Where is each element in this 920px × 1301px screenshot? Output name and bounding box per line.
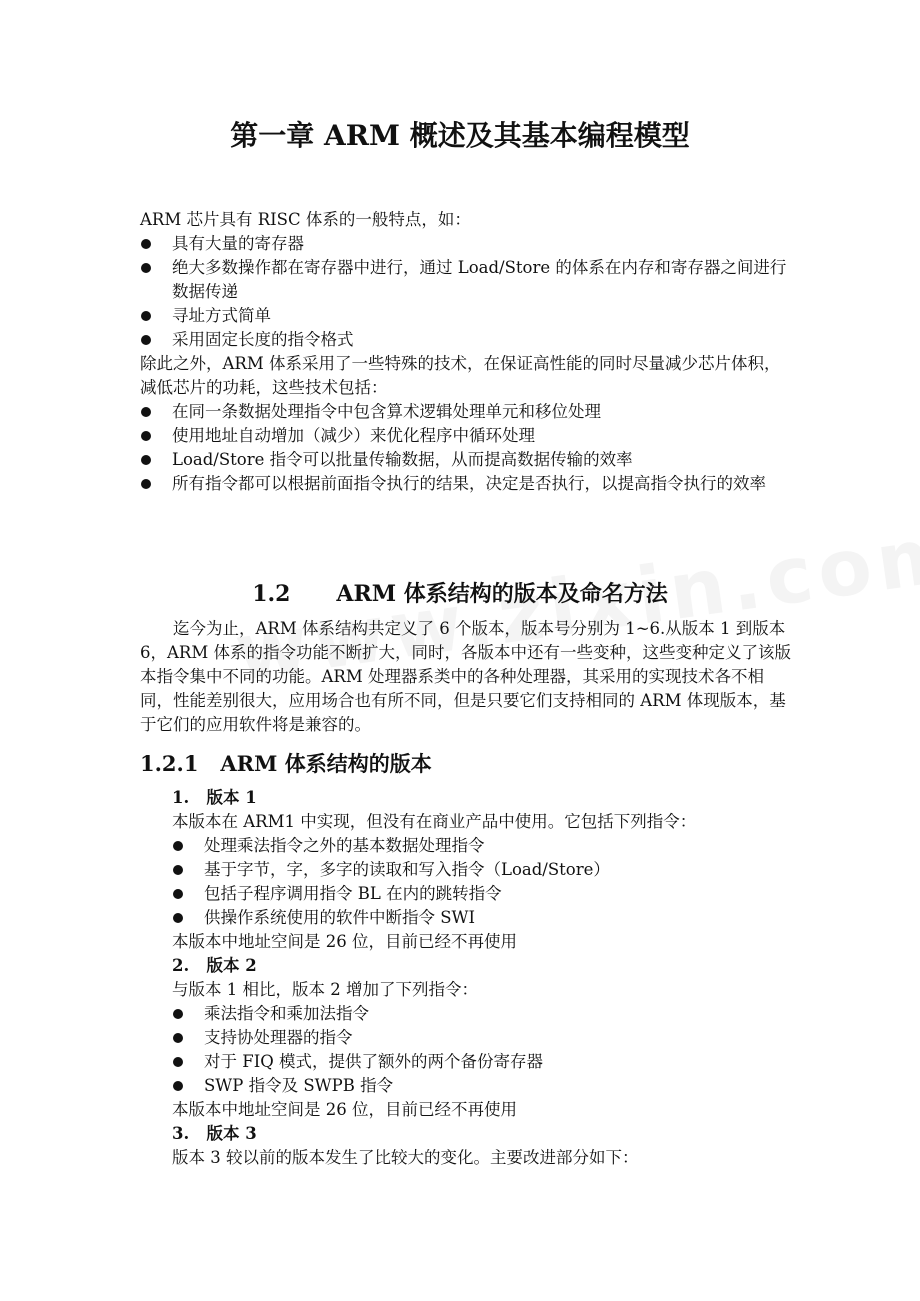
list-item bbox=[172, 1050, 795, 1074]
intro-lead: ARM 芯片具有 RISC 体系的一般特点，如： bbox=[140, 210, 471, 229]
list-item-text: 乘法指令和乘加法指令 bbox=[204, 1004, 369, 1023]
list-item bbox=[140, 304, 795, 328]
list-item bbox=[140, 328, 795, 352]
list-item-text: 绝大多数操作都在寄存器中进行，通过 Load/Store 的体系在内存和寄存器之间进行数据传递 bbox=[172, 258, 787, 301]
bullet-dot-icon bbox=[173, 1057, 183, 1067]
version-1-note: 本版本中地址空间是 26 位，目前已经不再使用 bbox=[172, 932, 517, 951]
version-2-intro: 与版本 1 相比，版本 2 增加了下列指令： bbox=[172, 980, 478, 999]
versions-block bbox=[172, 786, 795, 1170]
list-item-text: 所有指令都可以根据前面指令执行的结果，决定是否执行，以提高指令执行的效率 bbox=[172, 474, 766, 493]
section-title: 1.2 ARM 体系结构的版本及命名方法 bbox=[252, 581, 668, 607]
bullet-dot-icon bbox=[141, 407, 151, 417]
list-item-text: 采用固定长度的指令格式 bbox=[172, 330, 354, 349]
list-item bbox=[140, 472, 795, 496]
section-paragraph: 迄今为止，ARM 体系结构共定义了 6 个版本，版本号分别为 1~6.从版本 1 到版本 6，ARM 体系的指令功能不断扩大，同时，各版本中还有一些变种，这些变种定义了该版本指令集中不同的功能。ARM 处理器系类中的各种处理器，其采用的实现技术各不相同，性能差别很大，应用场合也有所不同，但是只要它们支持相同的 ARM 体现版本，基于它们的应用软件将是兼容的。 bbox=[140, 619, 791, 734]
intro-block bbox=[140, 208, 795, 496]
version-2-list bbox=[172, 1002, 795, 1098]
version-3-intro: 版本 3 较以前的版本发生了比较大的变化。主要改进部分如下： bbox=[172, 1148, 639, 1167]
list-item bbox=[172, 1074, 795, 1098]
version-3-heading: 3. 版本 3 bbox=[172, 1124, 257, 1143]
list-item bbox=[172, 834, 795, 858]
bullet-dot-icon bbox=[141, 479, 151, 489]
list-item-text: 处理乘法指令之外的基本数据处理指令 bbox=[204, 836, 485, 855]
version-2-note: 本版本中地址空间是 26 位，目前已经不再使用 bbox=[172, 1100, 517, 1119]
list-item-text: 使用地址自动增加（减少）来优化程序中循环处理 bbox=[172, 426, 535, 445]
list-item bbox=[140, 400, 795, 424]
version-1-intro: 本版本在 ARM1 中实现，但没有在商业产品中使用。它包括下列指令： bbox=[172, 812, 697, 831]
bullet-dot-icon bbox=[141, 455, 151, 465]
bullet-dot-icon bbox=[173, 865, 183, 875]
section-block bbox=[140, 617, 795, 737]
intro-paragraph: 除此之外，ARM 体系采用了一些特殊的技术，在保证高性能的同时尽量减少芯片体积，减低芯片的功耗，这些技术包括： bbox=[140, 354, 781, 397]
bullet-dot-icon bbox=[173, 1081, 183, 1091]
list-item-text: 包括子程序调用指令 BL 在内的跳转指令 bbox=[204, 884, 502, 903]
list-item-text: Load/Store 指令可以批量传输数据，从而提高数据传输的效率 bbox=[172, 450, 633, 469]
list-item-text: 支持协处理器的指令 bbox=[204, 1028, 353, 1047]
bullet-dot-icon bbox=[141, 311, 151, 321]
bullet-dot-icon bbox=[141, 335, 151, 345]
version-2-heading: 2. 版本 2 bbox=[172, 956, 257, 975]
chapter-title: 第一章 ARM 概述及其基本编程模型 bbox=[230, 119, 690, 152]
list-item-text: 供操作系统使用的软件中断指令 SWI bbox=[204, 908, 476, 927]
list-item bbox=[140, 256, 795, 304]
list-item-text: SWP 指令及 SWPB 指令 bbox=[204, 1076, 394, 1095]
list-item bbox=[172, 858, 795, 882]
list-item bbox=[172, 882, 795, 906]
bullet-dot-icon bbox=[173, 1033, 183, 1043]
list-item bbox=[172, 1002, 795, 1026]
bullet-dot-icon bbox=[173, 1009, 183, 1019]
bullet-dot-icon bbox=[141, 263, 151, 273]
bullet-dot-icon bbox=[173, 913, 183, 923]
list-item-text: 基于字节，字，多字的读取和写入指令（Load/Store） bbox=[204, 860, 610, 879]
list-item bbox=[172, 906, 795, 930]
bullet-dot-icon bbox=[173, 889, 183, 899]
version-1-heading: 1. 版本 1 bbox=[172, 788, 257, 807]
feature-list bbox=[140, 232, 795, 352]
list-item bbox=[140, 448, 795, 472]
list-item-text: 在同一条数据处理指令中包含算术逻辑处理单元和移位处理 bbox=[172, 402, 601, 421]
bullet-dot-icon bbox=[141, 431, 151, 441]
list-item-text: 寻址方式简单 bbox=[172, 306, 271, 325]
list-item-text: 具有大量的寄存器 bbox=[172, 234, 304, 253]
list-item bbox=[172, 1026, 795, 1050]
version-1-list bbox=[172, 834, 795, 930]
list-item-text: 对于 FIQ 模式，提供了额外的两个备份寄存器 bbox=[204, 1052, 543, 1071]
bullet-dot-icon bbox=[173, 841, 183, 851]
list-item bbox=[140, 232, 795, 256]
bullet-dot-icon bbox=[141, 239, 151, 249]
subsection-title: 1.2.1 ARM 体系结构的版本 bbox=[140, 751, 432, 776]
technique-list bbox=[140, 400, 795, 496]
list-item bbox=[140, 424, 795, 448]
